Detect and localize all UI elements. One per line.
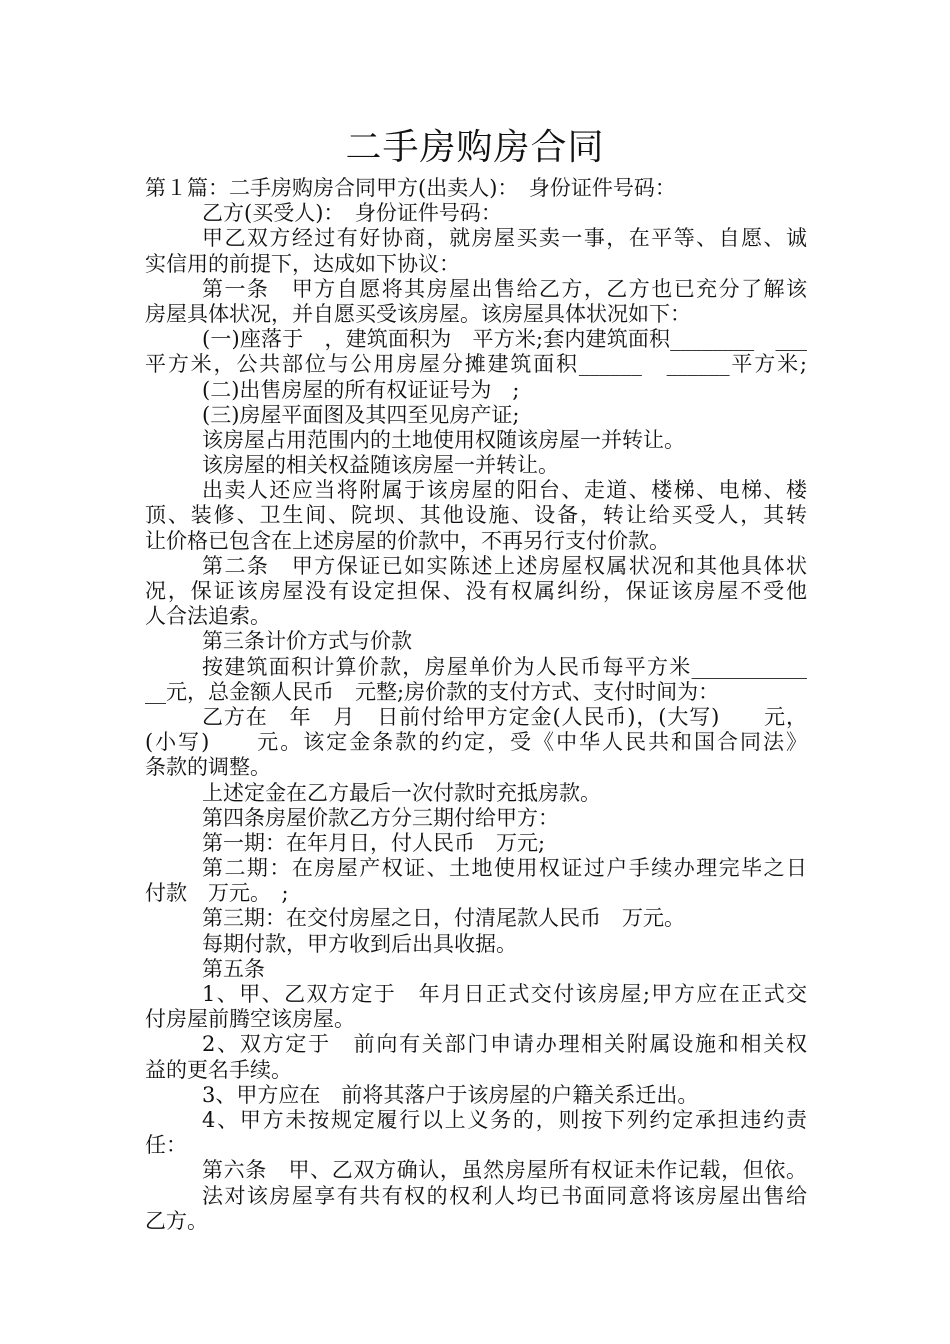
text-line: 第二条 甲方保证已如实陈述上述房屋权属状况和其他具体状 bbox=[202, 553, 807, 578]
text-line: 乙方。 bbox=[145, 1208, 208, 1233]
text-line: 第１篇：二手房购房合同甲方(出卖人)： 身份证件号码： bbox=[145, 176, 676, 200]
document-body bbox=[145, 176, 807, 1234]
text-line: (一)座落于 ，建筑面积为 平方米;套内建筑面积________ ___ bbox=[202, 327, 807, 352]
text-line: 3、甲方应在 前将其落户于该房屋的户籍关系迁出。 bbox=[202, 1082, 699, 1107]
text-line: 法对该房屋享有共有权的权利人均已书面同意将该房屋出售给 bbox=[202, 1183, 807, 1208]
text-line: 付房屋前腾空该房屋。 bbox=[145, 1007, 355, 1032]
text-line: (三)房屋平面图及其四至见房产证; bbox=[202, 402, 520, 427]
text-line: 第一条 甲方自愿将其房屋出售给乙方，乙方也已充分了解该 bbox=[202, 276, 807, 301]
text-line: __元，总金额人民币 元整;房价款的支付方式、支付时间为： bbox=[145, 679, 720, 704]
text-line: (小写) 元。该定金条款的约定，受《中华人民共和国合同法》 bbox=[145, 730, 807, 755]
text-line: 该房屋的相关权益随该房屋一并转让。 bbox=[202, 453, 559, 478]
text-line: 4、甲方未按规定履行以上义务的，则按下列约定承担违约责 bbox=[202, 1107, 807, 1132]
text-line: 1、甲、乙双方定于 年月日正式交付该房屋;甲方应在正式交 bbox=[202, 982, 807, 1006]
text-line: 该房屋占用范围内的土地使用权随该房屋一并转让。 bbox=[202, 427, 685, 452]
text-line: 付款 万元。 ; bbox=[145, 881, 289, 906]
text-line: 第四条房屋价款乙方分三期付给甲方： bbox=[202, 805, 559, 830]
text-line: 让价格已包含在上述房屋的价款中，不再另行支付价款。 bbox=[145, 528, 670, 553]
text-line: 乙方在 年 月 日前付给甲方定金(人民币)，(大写) 元， bbox=[202, 704, 807, 729]
text-line: 第三条计价方式与价款 bbox=[202, 629, 412, 654]
text-line: 第二期：在房屋产权证、土地使用权证过户手续办理完毕之日 bbox=[202, 856, 807, 881]
text-line: 况，保证该房屋没有设定担保、没有权属纠纷，保证该房屋不受他 bbox=[145, 579, 807, 603]
text-line: 第六条 甲、乙双方确认，虽然房屋所有权证未作记载，但依。 bbox=[202, 1158, 807, 1183]
text-line: 顶、装修、卫生间、院坝、其他设施、设备，转让给买受人，其转 bbox=[145, 503, 807, 528]
document-title: 二手房购房合同 bbox=[345, 127, 605, 168]
text-line: 第三期：在交付房屋之日，付清尾款人民币 万元。 bbox=[202, 906, 685, 931]
text-line: 乙方(买受人)： 身份证件号码： bbox=[202, 201, 502, 226]
text-line: 第五条 bbox=[202, 956, 265, 981]
text-line: 人合法追索。 bbox=[145, 604, 271, 629]
text-line: 任： bbox=[145, 1133, 187, 1158]
text-line: 益的更名手续。 bbox=[145, 1057, 292, 1082]
text-line: 甲乙双方经过有好协商，就房屋买卖一事，在平等、自愿、诚 bbox=[202, 226, 807, 251]
text-line: 按建筑面积计算价款，房屋单价为人民币每平方米___________ bbox=[202, 654, 807, 679]
text-line: 2、双方定于 前向有关部门申请办理相关附属设施和相关权 bbox=[202, 1032, 807, 1057]
text-line: 上述定金在乙方最后一次付款时充抵房款。 bbox=[202, 780, 601, 805]
text-line: 平方米，公共部位与公用房屋分摊建筑面积______ ______平方米; bbox=[145, 352, 807, 377]
text-line: 房屋具体状况，并自愿买受该房屋。该房屋具体状况如下： bbox=[145, 301, 691, 326]
text-line: 实信用的前提下，达成如下协议： bbox=[145, 251, 460, 276]
text-line: 条款的调整。 bbox=[145, 755, 271, 780]
text-line: 出卖人还应当将附属于该房屋的阳台、走道、楼梯、电梯、楼 bbox=[202, 478, 807, 503]
text-line: 第一期：在年月日，付人民币 万元; bbox=[202, 830, 546, 855]
text-line: (二)出售房屋的所有权证证号为 ; bbox=[202, 377, 520, 402]
text-line: 每期付款，甲方收到后出具收据。 bbox=[202, 931, 517, 956]
